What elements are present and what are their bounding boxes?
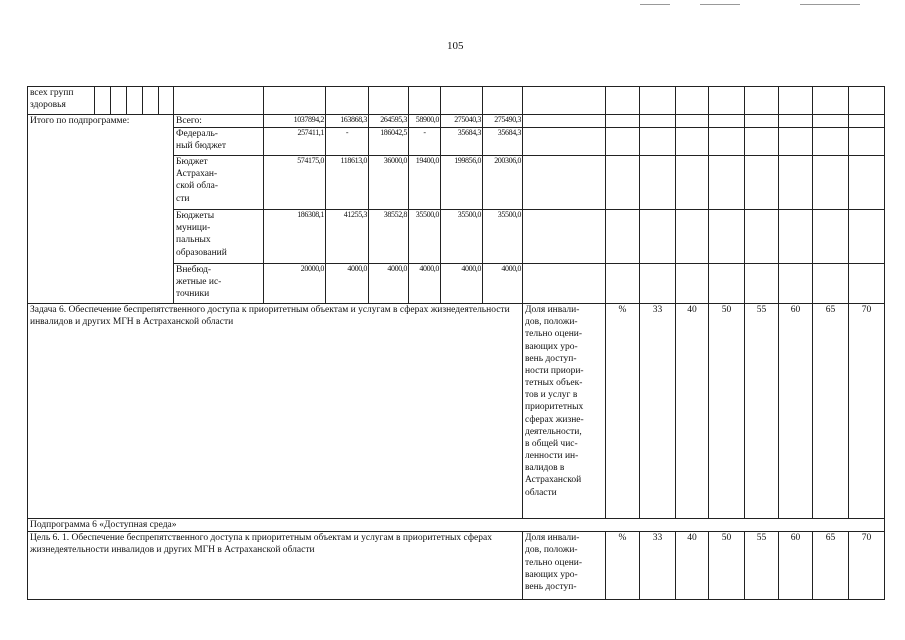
value-cell: 163868,3 (326, 115, 369, 128)
subprogram-total-label: Итого по подпрограмме: (28, 115, 174, 304)
value-cell: 186308,1 (264, 210, 326, 264)
value-cell: 4000,0 (326, 264, 369, 304)
value-cell: 35500,0 (441, 210, 483, 264)
value-cell: 4000,0 (369, 264, 409, 304)
unit-cell: % (606, 532, 640, 600)
value-cell: 257411,1 (264, 128, 326, 156)
value-cell: 58900,0 (409, 115, 441, 128)
value-cell: 275040,3 (441, 115, 483, 128)
table-row (28, 519, 885, 532)
value-cell: 35684,3 (441, 128, 483, 156)
value-cell: 4000,0 (441, 264, 483, 304)
target-value: 40 (676, 532, 709, 600)
target-value: 55 (745, 532, 779, 600)
value-cell: - (409, 128, 441, 156)
value-cell: 41255,3 (326, 210, 369, 264)
value-cell: 186042,5 (369, 128, 409, 156)
scan-edge-line (700, 4, 740, 5)
funding-source: Бюджет Астрахан- ской обла- сти (174, 156, 264, 210)
goal-6-1-text: Цель 6. 1. Обеспечение беспрепятственного доступа к приоритетным объектам и услугам в приоритетных сферах жизнедеятельности инвалидов и других МГН в Астраханской области (28, 532, 523, 600)
value-cell: 275490,3 (483, 115, 523, 128)
scan-edge-line (640, 4, 670, 5)
table-row (28, 304, 885, 519)
target-value: 33 (640, 532, 676, 600)
value-cell: 118613,0 (326, 156, 369, 210)
funding-source: Внебюд- жетные ис- точники (174, 264, 264, 304)
funding-source: Федераль- ный бюджет (174, 128, 264, 156)
page-number: 105 (447, 40, 464, 52)
target-value: 60 (779, 304, 813, 519)
target-value: 65 (813, 532, 849, 600)
program-table (27, 86, 885, 600)
value-cell: 4000,0 (483, 264, 523, 304)
value-cell: 19400,0 (409, 156, 441, 210)
funding-source: Всего: (174, 115, 264, 128)
value-cell: 35500,0 (409, 210, 441, 264)
target-value: 50 (709, 304, 745, 519)
table-row (28, 87, 885, 115)
scan-edge-line (800, 4, 860, 5)
value-cell: 4000,0 (409, 264, 441, 304)
value-cell: 20000,0 (264, 264, 326, 304)
target-value: 33 (640, 304, 676, 519)
goal-6-1-indicator: Доля инвали- дов, положи- тельно оцени- вающих уро- вень доступ- (523, 532, 606, 600)
row-label-health-groups: всех групп здоровья (28, 87, 95, 115)
value-cell: 200306,0 (483, 156, 523, 210)
value-cell: 574175,0 (264, 156, 326, 210)
value-cell: 1037894,2 (264, 115, 326, 128)
task-6-text: Задача 6. Обеспечение беспрепятственного доступа к приоритетным объектам и услугам в сферах жизнедеятельности инвалидов и других МГН в Астраханской области (28, 304, 523, 519)
table-row (28, 115, 885, 128)
task-6-indicator: Доля инвали- дов, положи- тельно оцени- вающих уро- вень доступ- ности приори- тетных объек- тов и услуг в приоритетных сферах жизне- деятельности, в общей чис- ленности ин- валидов в Астраханской области (523, 304, 606, 519)
value-cell: 199856,0 (441, 156, 483, 210)
target-value: 65 (813, 304, 849, 519)
table-row (28, 532, 885, 600)
value-cell: 35500,0 (483, 210, 523, 264)
value-cell: 35684,3 (483, 128, 523, 156)
target-value: 40 (676, 304, 709, 519)
value-cell: 38552,8 (369, 210, 409, 264)
target-value: 70 (849, 304, 885, 519)
target-value: 50 (709, 532, 745, 600)
value-cell: 36000,0 (369, 156, 409, 210)
value-cell: 264595,3 (369, 115, 409, 128)
value-cell: - (326, 128, 369, 156)
target-value: 70 (849, 532, 885, 600)
subprogram-6-heading: Подпрограмма 6 «Доступная среда» (28, 519, 885, 532)
target-value: 60 (779, 532, 813, 600)
target-value: 55 (745, 304, 779, 519)
funding-source: Бюджеты муници- пальных образований (174, 210, 264, 264)
unit-cell: % (606, 304, 640, 519)
